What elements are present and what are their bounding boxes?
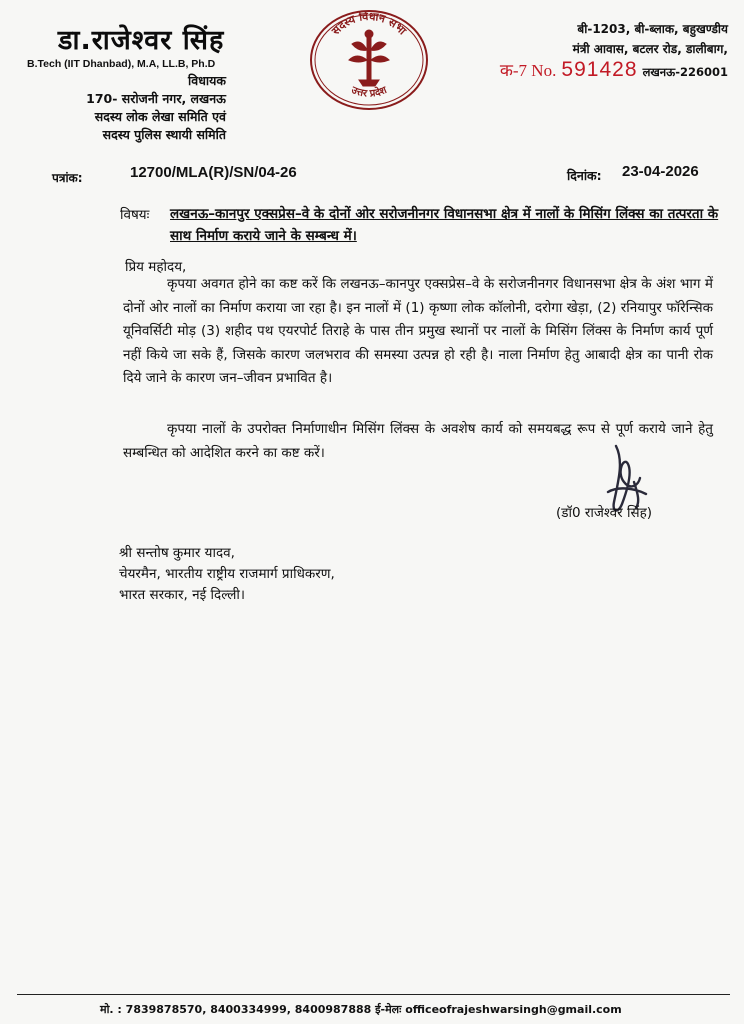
footer-divider xyxy=(17,994,730,995)
recipient-line-1: श्री सन्तोष कुमार यादव, xyxy=(119,545,235,561)
reference-number: 12700/MLA(R)/SN/04-26 xyxy=(130,164,297,181)
letterhead-qualifications: B.Tech (IIT Dhanbad), M.A, LL.B, Ph.D xyxy=(27,58,216,70)
letter-date: 23-04-2026 xyxy=(622,163,699,180)
letterhead-committee-2: सदस्य पुलिस स्थायी समिति xyxy=(102,127,226,142)
body-paragraph-1: कृपया अवगत होने का कष्ट करें कि लखनऊ–कानपुर एक्सप्रेस–वे के सरोजनीनगर विधानसभा क्षेत्र के अंश भाग में दोनों ओर नालों का निर्माण कराया जा रहा है। इन नालों में (1) कृष्णा लोक कॉलोनी, दरोगा खेड़ा, (2) रनियापुर फॉरेन्सिक यूनिवर्सिटी मोड़ (3) शहीद पथ एयरपोर्ट तिराहे के पास तीन प्रमुख स्थानों पर नालों के मिसिंग लिंक्स के निर्माण कार्य पूर्ण नहीं किये जा सके हैं, जिसके कारण जलभराव की समस्या उत्पन्न हो रही है। नाला निर्माण हेतु आबादी क्षेत्र का पानी रोक दिये जाने के कारण जन–जीवन प्रभावित है। xyxy=(123,276,713,386)
body-paragraph-2: कृपया नालों के उपरोक्त निर्माणाधीन मिसिंग लिंक्स के अवशेष कार्य को समयबद्ध रूप से पूर्ण कराये जाने हेतु सम्बन्धित को आदेशित करने का कष्ट करें। xyxy=(123,421,713,461)
recipient-block xyxy=(119,543,335,606)
address-line-1: बी-1203, बी-ब्लाक, बहुखण्डीय xyxy=(577,22,728,36)
recipient-line-2: चेयरमैन, भारतीय राष्ट्रीय राजमार्ग प्राधिकरण, xyxy=(119,566,335,582)
reference-label: पत्रांक: xyxy=(52,171,83,185)
serial-prefix: क-7 No. xyxy=(499,61,557,80)
address-city: लखनऊ-226001 xyxy=(642,65,728,79)
letterhead-name: डा.राजेश्वर सिंह xyxy=(58,25,225,56)
salutation: प्रिय महोदय, xyxy=(125,259,187,275)
footer-email[interactable]: officeofrajeshwarsingh@gmail.com xyxy=(405,1003,622,1016)
letterhead-constituency: 170- सरोजनी नगर, लखनऊ xyxy=(86,91,226,106)
emblem-bottom-text: उत्तर प्रदेश xyxy=(349,84,389,100)
assembly-emblem-icon xyxy=(307,8,431,112)
letterhead-designation: विधायक xyxy=(188,73,226,88)
address-line-2: मंत्री आवास, बटलर रोड, डालीबाग, xyxy=(572,42,728,56)
footer-contact xyxy=(100,1002,622,1017)
subject-text: लखनऊ–कानपुर एक्सप्रेस–वे के दोनों ओर सरोजनीनगर विधानसभा क्षेत्र में नालों के मिसिंग लिंक्स का तत्परता के साथ निर्माण कराये जाने के सम्बन्ध में। xyxy=(170,206,719,244)
emblem-top-text: सदस्य विधान सभा xyxy=(329,9,409,38)
footer-phones: मो. : 7839878570, 8400334999, 8400987888 xyxy=(100,1003,372,1016)
date-label: दिनांक: xyxy=(567,168,602,183)
serial-number: 591428 xyxy=(561,58,638,81)
svg-text:उत्तर प्रदेश xyxy=(349,84,390,99)
recipient-line-3: भारत सरकार, नई दिल्ली। xyxy=(119,587,246,603)
letterhead-committee-1: सदस्य लोक लेखा समिति एवं xyxy=(94,109,226,124)
signatory-name: (डॉ0 राजेश्वर सिंह) xyxy=(556,505,653,521)
footer-email-label: ई-मेलः xyxy=(375,1003,402,1016)
subject-label: विषयः xyxy=(120,207,150,223)
serial-row xyxy=(500,58,728,82)
